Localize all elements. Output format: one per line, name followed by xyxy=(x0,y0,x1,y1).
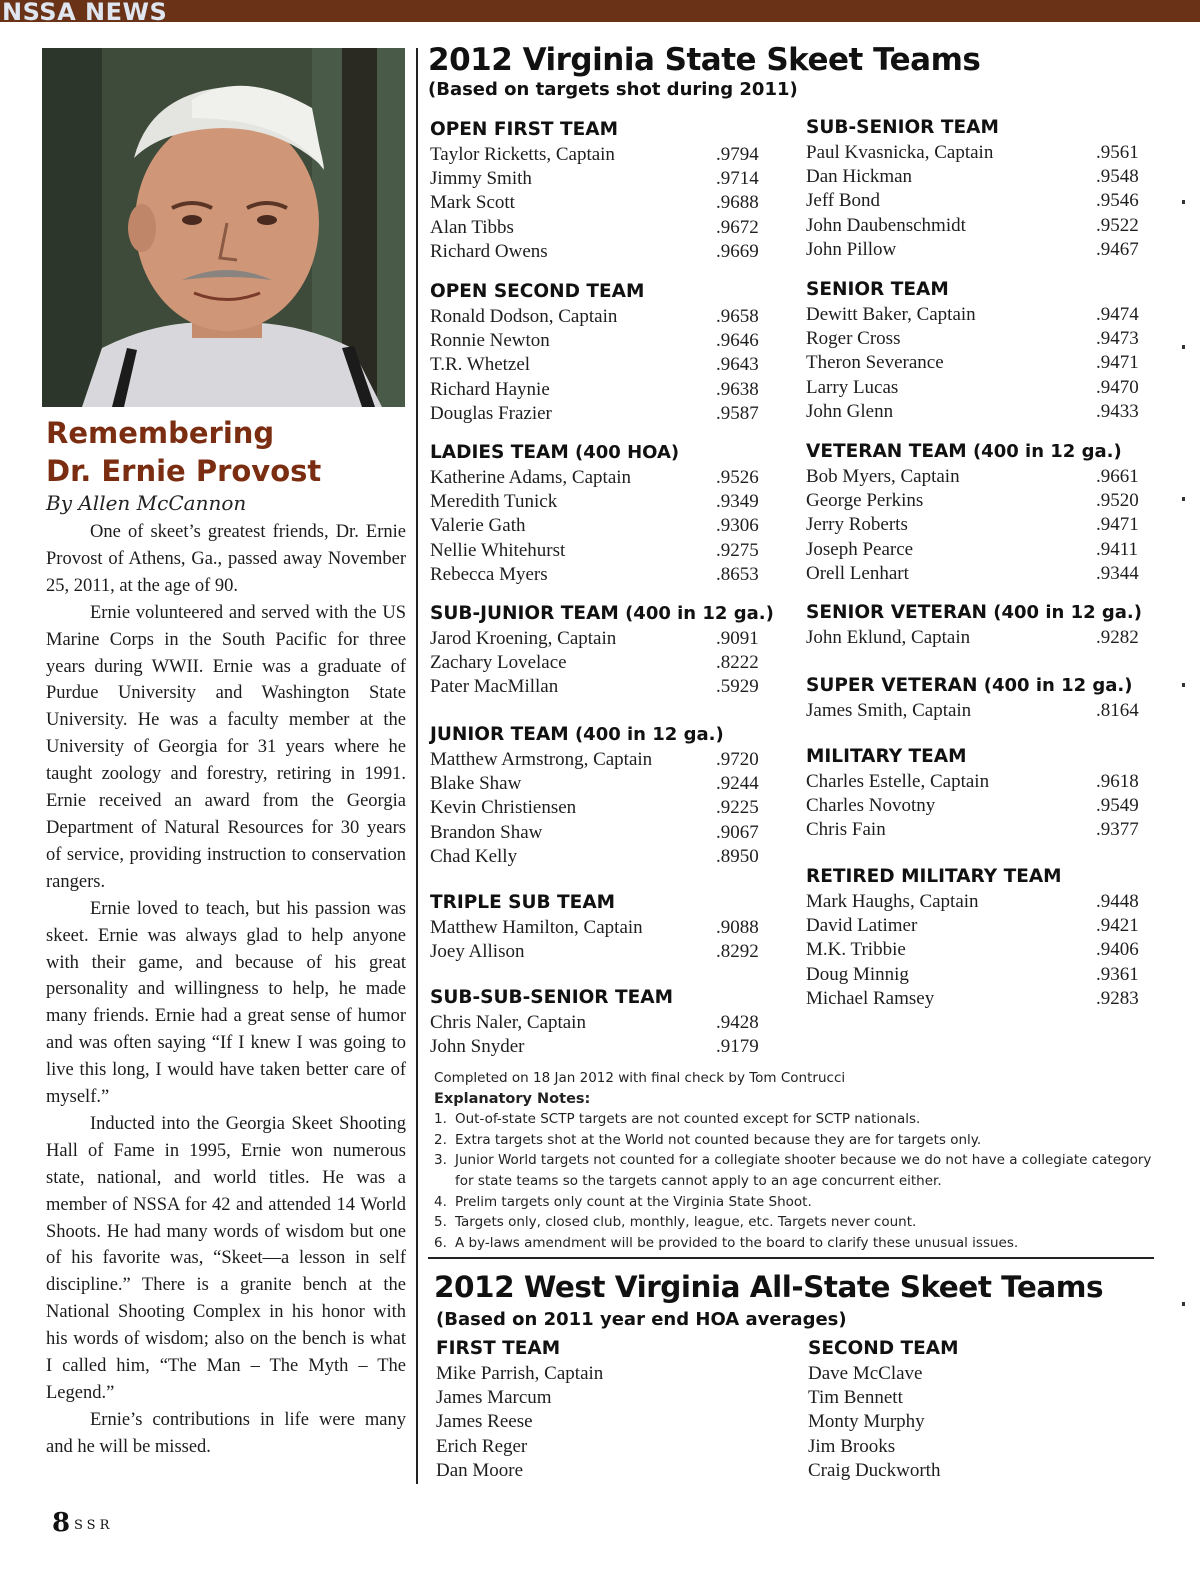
note-number: 2. xyxy=(434,1131,447,1148)
note-text: Junior World targets not counted for a collegiate shooter because we do not have a collegiate category for state teams so the targets cannot apply to an age concurrent either. xyxy=(455,1152,1152,1189)
member-average: .9283 xyxy=(1096,987,1139,1009)
team-member-row xyxy=(806,351,1146,375)
team-name-qualifier: (400 HOA) xyxy=(568,442,680,463)
note-number: 3. xyxy=(434,1152,447,1169)
team-name-qualifier: (400 in 12 ga.) xyxy=(966,441,1122,462)
byline: By Allen McCannon xyxy=(46,491,247,515)
team-name xyxy=(806,115,1146,141)
member-name: Larry Lucas xyxy=(806,376,899,398)
team-name-text: JUNIOR TEAM xyxy=(430,724,569,745)
note-item xyxy=(434,1150,1154,1191)
team-member-row xyxy=(806,914,1146,938)
member-name: Theron Severance xyxy=(806,352,944,374)
member-average: .9720 xyxy=(716,749,759,770)
team-member-row xyxy=(806,489,1146,513)
team-name xyxy=(806,744,1146,770)
article-title xyxy=(46,414,406,490)
note-text: Targets only, closed club, monthly, league, etc. Targets never count. xyxy=(455,1214,917,1231)
team-block xyxy=(806,600,1146,650)
team-block xyxy=(806,115,1146,262)
member-average: .9587 xyxy=(716,402,759,424)
member-average: .9473 xyxy=(1096,328,1139,350)
scan-mark xyxy=(1182,683,1185,687)
member-average: .9672 xyxy=(716,216,759,238)
article-paragraph: Ernie volunteered and served with the US Marine Corps in the South Pacific for three years during WWII. Ernie was a graduate of Purdue University and Washington State University. He was a faculty member at the University of Georgia for 31 years where he taught zoology and forestry, retiring in 1991. Ernie received an award from the Georgia Department of Natural Resources for 30 years of service, providing instruction to conservation rangers. xyxy=(46,602,406,892)
member-name: Alan Tibbs xyxy=(430,216,514,238)
team-member-row xyxy=(430,143,770,167)
member-average: .9471 xyxy=(1096,352,1139,374)
team-member-row xyxy=(806,189,1146,213)
member-average: .5929 xyxy=(716,676,759,698)
team-member-row xyxy=(430,916,770,940)
member-name: Ronnie Newton xyxy=(430,330,550,352)
team-name-text: SUB-SUB-SENIOR TEAM xyxy=(430,987,673,1008)
team-member: Tim Bennett xyxy=(808,1387,903,1409)
team-member-row xyxy=(430,329,770,353)
team-member-row xyxy=(806,626,1146,650)
member-average: .9669 xyxy=(716,240,759,262)
article-title-line2: Dr. Ernie Provost xyxy=(46,454,322,488)
member-name: Dewitt Baker, Captain xyxy=(806,304,976,325)
team-member-row xyxy=(806,327,1146,351)
team-member-row xyxy=(806,699,1146,723)
team-member-row xyxy=(430,1011,770,1035)
member-average: .9433 xyxy=(1096,400,1139,422)
note-number: 5. xyxy=(434,1214,447,1231)
note-item xyxy=(434,1109,1154,1130)
team-name xyxy=(430,985,770,1011)
section-divider xyxy=(428,1257,1154,1259)
team-member-row xyxy=(806,890,1146,914)
team-member: Dave McClave xyxy=(808,1363,923,1384)
note-text: A by-laws amendment will be provided to the board to clarify these unusual issues. xyxy=(455,1234,1019,1251)
team-name-text: TRIPLE SUB TEAM xyxy=(430,892,616,913)
member-name: Orell Lenhart xyxy=(806,562,909,584)
team-name: FIRST TEAM xyxy=(436,1338,561,1359)
team-name xyxy=(806,864,1146,890)
article-paragraph: Ernie loved to teach, but his passion was skeet. Ernie was always glad to help anyone with their game, and because of his great personality and willingness to help, he made many friends. Ernie had a great sense of humor and was often saying “If I knew I was going to live this long, I would have taken better care of myself.” xyxy=(46,898,406,1108)
member-name: Doug Minnig xyxy=(806,963,909,985)
member-average: .9361 xyxy=(1096,963,1139,985)
member-average: .9638 xyxy=(716,378,759,400)
team-member-row xyxy=(430,1035,770,1059)
member-average: .9522 xyxy=(1096,214,1139,236)
team-member-row xyxy=(430,772,770,796)
team-member-row xyxy=(430,240,770,264)
member-name: Richard Haynie xyxy=(430,378,550,400)
member-average: .9618 xyxy=(1096,771,1139,792)
member-name: Bob Myers, Captain xyxy=(806,466,960,487)
team-name-text: SUB-JUNIOR TEAM xyxy=(430,603,619,624)
article-title-line1: Remembering xyxy=(46,416,275,450)
team-member-row xyxy=(806,794,1146,818)
publication-name: SSR xyxy=(74,1518,114,1533)
team-block xyxy=(806,744,1146,843)
member-name: Meredith Tunick xyxy=(430,491,558,513)
member-name: Jarod Kroening, Captain xyxy=(430,628,617,649)
column-divider xyxy=(416,48,418,1484)
team-member-row xyxy=(430,539,770,563)
member-name: Ronald Dodson, Captain xyxy=(430,306,618,327)
section-label: NSSA NEWS xyxy=(2,0,168,26)
member-average: .9526 xyxy=(716,467,759,488)
member-average: .9282 xyxy=(1096,627,1139,648)
member-name: Richard Owens xyxy=(430,240,548,262)
team-member-row xyxy=(430,821,770,845)
team-block xyxy=(430,601,774,700)
team-name-qualifier: (400 in 12 ga.) xyxy=(568,724,724,745)
team-block xyxy=(806,439,1146,586)
team-member-row xyxy=(806,141,1146,165)
team-member-row xyxy=(430,627,770,651)
team-member: James Marcum xyxy=(436,1387,552,1409)
article-paragraph: Inducted into the Georgia Skeet Shooting Hall of Fame in 1995, Ernie won numerous state, national, and world titles. He was a member of NSSA for 42 and attended 14 World Shoots. He had many words of wisdom but one of his favorite was, “Skeet—a lesson in self discipline.” There is a granite bench at the National Shooting Complex in his honor with his words of wisdom; also on the bench is what I called him, “The Man – The Myth – The Legend.” xyxy=(46,1113,406,1403)
member-average: .9658 xyxy=(716,306,759,327)
member-average: .9306 xyxy=(716,515,759,537)
completed-line: Completed on 18 Jan 2012 with final check by Tom Contrucci xyxy=(434,1070,846,1086)
team-member-row xyxy=(806,938,1146,962)
team-member-row xyxy=(430,305,770,329)
team-member-row xyxy=(430,563,770,587)
member-name: Rebecca Myers xyxy=(430,563,548,585)
member-average: .9520 xyxy=(1096,490,1139,512)
member-name: Jerry Roberts xyxy=(806,514,908,536)
member-name: Taylor Ricketts, Captain xyxy=(430,144,615,165)
member-average: .9546 xyxy=(1096,190,1139,212)
member-name: John Eklund, Captain xyxy=(806,627,971,648)
team-member: Dan Moore xyxy=(436,1459,524,1481)
team-member-row xyxy=(430,940,770,964)
member-average: .9344 xyxy=(1096,562,1139,584)
member-name: Nellie Whitehurst xyxy=(430,539,566,561)
note-text: Out-of-state SCTP targets are not counted except for SCTP nationals. xyxy=(455,1111,921,1128)
member-average: .9244 xyxy=(716,773,759,795)
team-name-text: MILITARY TEAM xyxy=(806,746,967,767)
team-name xyxy=(430,722,770,748)
team-name-text: RETIRED MILITARY TEAM xyxy=(806,866,1062,887)
member-average: .9448 xyxy=(1096,891,1139,912)
member-name: Kevin Christiensen xyxy=(430,797,577,819)
team-member-row xyxy=(430,191,770,215)
team-block xyxy=(806,277,1146,424)
member-average: .9091 xyxy=(716,628,759,649)
member-name: T.R. Whetzel xyxy=(430,354,531,376)
team-name-text: OPEN SECOND TEAM xyxy=(430,281,645,302)
team-member-row xyxy=(806,165,1146,189)
team-name xyxy=(430,279,770,305)
member-average: .9349 xyxy=(716,491,759,513)
note-item xyxy=(434,1192,1154,1213)
note-item xyxy=(434,1233,1154,1254)
team-member: Mike Parrish, Captain xyxy=(436,1363,604,1384)
team-member-row xyxy=(430,378,770,402)
note-text: Prelim targets only count at the Virginia State Shoot. xyxy=(455,1193,812,1210)
member-average: .9548 xyxy=(1096,166,1139,188)
team-member-row xyxy=(806,513,1146,537)
member-name: David Latimer xyxy=(806,915,918,937)
team-block xyxy=(430,279,770,426)
note-number: 6. xyxy=(434,1234,447,1251)
member-name: Chad Kelly xyxy=(430,845,518,867)
team-name xyxy=(430,117,770,143)
team-member-row xyxy=(806,818,1146,842)
member-name: Roger Cross xyxy=(806,328,901,350)
team-block xyxy=(430,985,770,1059)
scan-mark xyxy=(1182,200,1185,204)
virginia-subtitle: (Based on targets shot during 2011) xyxy=(428,79,798,100)
wv-first-team xyxy=(436,1336,756,1483)
member-average: .9549 xyxy=(1096,795,1139,817)
team-member-row xyxy=(430,675,770,699)
team-name-text: VETERAN TEAM xyxy=(806,441,967,462)
note-number: 4. xyxy=(434,1193,447,1210)
team-block xyxy=(430,117,770,264)
team-name-text: SUB-SENIOR TEAM xyxy=(806,117,999,138)
member-average: .9646 xyxy=(716,330,759,352)
team-name xyxy=(430,890,770,916)
member-average: .9714 xyxy=(716,168,759,190)
team-member-row xyxy=(806,400,1146,424)
team-member-row xyxy=(806,987,1146,1011)
member-name: Joseph Pearce xyxy=(806,538,914,560)
virginia-title: 2012 Virginia State Skeet Teams xyxy=(428,42,981,78)
member-name: Mark Scott xyxy=(430,192,515,214)
member-average: .9411 xyxy=(1096,538,1139,560)
note-item xyxy=(434,1130,1154,1151)
member-name: Pater MacMillan xyxy=(430,676,559,698)
member-name: Katherine Adams, Captain xyxy=(430,467,632,488)
team-member-row xyxy=(430,466,770,490)
member-name: Jeff Bond xyxy=(806,190,881,212)
scan-mark xyxy=(1182,497,1185,501)
member-average: .9088 xyxy=(716,917,759,938)
member-average: .9179 xyxy=(716,1036,759,1058)
team-member-row xyxy=(430,216,770,240)
member-average: .8222 xyxy=(716,652,759,674)
member-name: Joey Allison xyxy=(430,941,525,963)
wv-second-team xyxy=(808,1336,1128,1483)
team-member-row xyxy=(806,214,1146,238)
member-name: Blake Shaw xyxy=(430,773,522,795)
team-name-qualifier: (400 in 12 ga.) xyxy=(987,602,1142,623)
scan-mark xyxy=(1182,1302,1185,1306)
west-virginia-subtitle: (Based on 2011 year end HOA averages) xyxy=(436,1309,847,1330)
member-average: .9377 xyxy=(1096,819,1139,841)
member-name: Chris Fain xyxy=(806,819,886,841)
team-name-text: SENIOR VETERAN xyxy=(806,602,987,623)
team-member-row xyxy=(806,465,1146,489)
member-average: .9688 xyxy=(716,192,759,214)
member-name: Michael Ramsey xyxy=(806,987,935,1009)
member-average: .9643 xyxy=(716,354,759,376)
team-member-row xyxy=(430,748,770,772)
team-member: Monty Murphy xyxy=(808,1411,925,1433)
team-member-row xyxy=(806,238,1146,262)
team-block xyxy=(430,890,770,964)
member-name: Brandon Shaw xyxy=(430,821,543,843)
team-member-row xyxy=(806,376,1146,400)
portrait-photo xyxy=(42,48,405,407)
member-name: M.K. Tribbie xyxy=(806,939,906,961)
member-average: .9561 xyxy=(1096,142,1139,163)
member-average: .9474 xyxy=(1096,304,1139,325)
member-average: .8950 xyxy=(716,845,759,867)
member-name: Dan Hickman xyxy=(806,166,913,188)
west-virginia-title: 2012 West Virginia All-State Skeet Teams xyxy=(434,1270,1104,1304)
member-average: .9225 xyxy=(716,797,759,819)
member-name: James Smith, Captain xyxy=(806,700,972,721)
scan-mark xyxy=(1182,345,1185,349)
member-name: George Perkins xyxy=(806,490,924,512)
team-member-row xyxy=(430,353,770,377)
team-member: Craig Duckworth xyxy=(808,1459,941,1481)
member-average: .9471 xyxy=(1096,514,1139,536)
member-average: .9470 xyxy=(1096,376,1139,398)
member-name: Douglas Frazier xyxy=(430,402,552,424)
member-name: John Snyder xyxy=(430,1036,525,1058)
member-average: .9794 xyxy=(716,144,759,165)
member-name: Charles Estelle, Captain xyxy=(806,771,990,792)
member-name: Valerie Gath xyxy=(430,515,526,537)
member-name: Chris Naler, Captain xyxy=(430,1012,586,1033)
team-member-row xyxy=(430,514,770,538)
article-paragraph: Ernie’s contributions in life were many and he will be missed. xyxy=(46,1409,406,1457)
member-average: .9428 xyxy=(716,1012,759,1033)
member-average: .8292 xyxy=(716,941,759,963)
note-item xyxy=(434,1212,1154,1233)
article-body xyxy=(46,519,406,1461)
team-member-row xyxy=(806,963,1146,987)
team-member-row xyxy=(430,845,770,869)
page-number: 8 xyxy=(52,1508,71,1538)
team-member-row xyxy=(806,303,1146,327)
team-name-qualifier: (400 in 12 ga.) xyxy=(977,675,1133,696)
team-member-row xyxy=(430,796,770,820)
member-name: Mark Haughs, Captain xyxy=(806,891,979,912)
note-number: 1. xyxy=(434,1111,447,1128)
portrait-illustration xyxy=(42,48,405,407)
team-name-text: OPEN FIRST TEAM xyxy=(430,119,618,140)
note-text: Extra targets shot at the World not counted because they are for targets only. xyxy=(455,1131,982,1148)
team-block xyxy=(806,864,1146,1011)
team-block xyxy=(806,673,1146,723)
team-name: SECOND TEAM xyxy=(808,1338,959,1359)
member-average: .8164 xyxy=(1096,700,1139,721)
member-average: .9661 xyxy=(1096,466,1139,487)
article-paragraph: One of skeet’s greatest friends, Dr. Ernie Provost of Athens, Ga., passed away November 25, 2011, at the age of 90. xyxy=(46,522,406,596)
team-name xyxy=(806,600,1146,626)
team-block xyxy=(430,722,770,869)
member-average: .9406 xyxy=(1096,939,1139,961)
notes-list xyxy=(434,1109,1154,1253)
member-average: .9421 xyxy=(1096,915,1139,937)
team-name xyxy=(806,439,1146,465)
member-name: Paul Kvasnicka, Captain xyxy=(806,142,994,163)
member-name: Matthew Hamilton, Captain xyxy=(430,917,643,938)
explanatory-notes xyxy=(434,1068,1154,1253)
member-name: John Glenn xyxy=(806,400,894,422)
member-name: John Daubenschmidt xyxy=(806,214,966,236)
member-average: .9067 xyxy=(716,821,759,843)
team-member-row xyxy=(806,770,1146,794)
team-name xyxy=(430,440,770,466)
team-name xyxy=(430,601,774,627)
member-name: Zachary Lovelace xyxy=(430,652,567,674)
member-average: .8653 xyxy=(716,563,759,585)
section-header-bar xyxy=(0,0,1200,22)
member-average: .9467 xyxy=(1096,238,1139,260)
team-member: Jim Brooks xyxy=(808,1435,896,1457)
member-average: .9275 xyxy=(716,539,759,561)
team-name-text: SENIOR TEAM xyxy=(806,279,949,300)
team-name-qualifier: (400 in 12 ga.) xyxy=(618,603,774,624)
member-name: Matthew Armstrong, Captain xyxy=(430,749,653,770)
team-name xyxy=(806,277,1146,303)
team-name-text: SUPER VETERAN xyxy=(806,675,978,696)
team-member: Erich Reger xyxy=(436,1435,528,1457)
team-member-row xyxy=(806,562,1146,586)
team-block xyxy=(430,440,770,587)
team-name xyxy=(806,673,1146,699)
notes-title: Explanatory Notes: xyxy=(434,1090,591,1107)
team-member-row xyxy=(430,402,770,426)
team-name-text: LADIES TEAM xyxy=(430,442,569,463)
team-member-row xyxy=(430,490,770,514)
member-name: John Pillow xyxy=(806,238,897,260)
member-name: Charles Novotny xyxy=(806,795,936,817)
member-name: Jimmy Smith xyxy=(430,168,532,190)
team-member: James Reese xyxy=(436,1411,533,1433)
team-member-row xyxy=(430,651,770,675)
team-member-row xyxy=(806,538,1146,562)
team-member-row xyxy=(430,167,770,191)
